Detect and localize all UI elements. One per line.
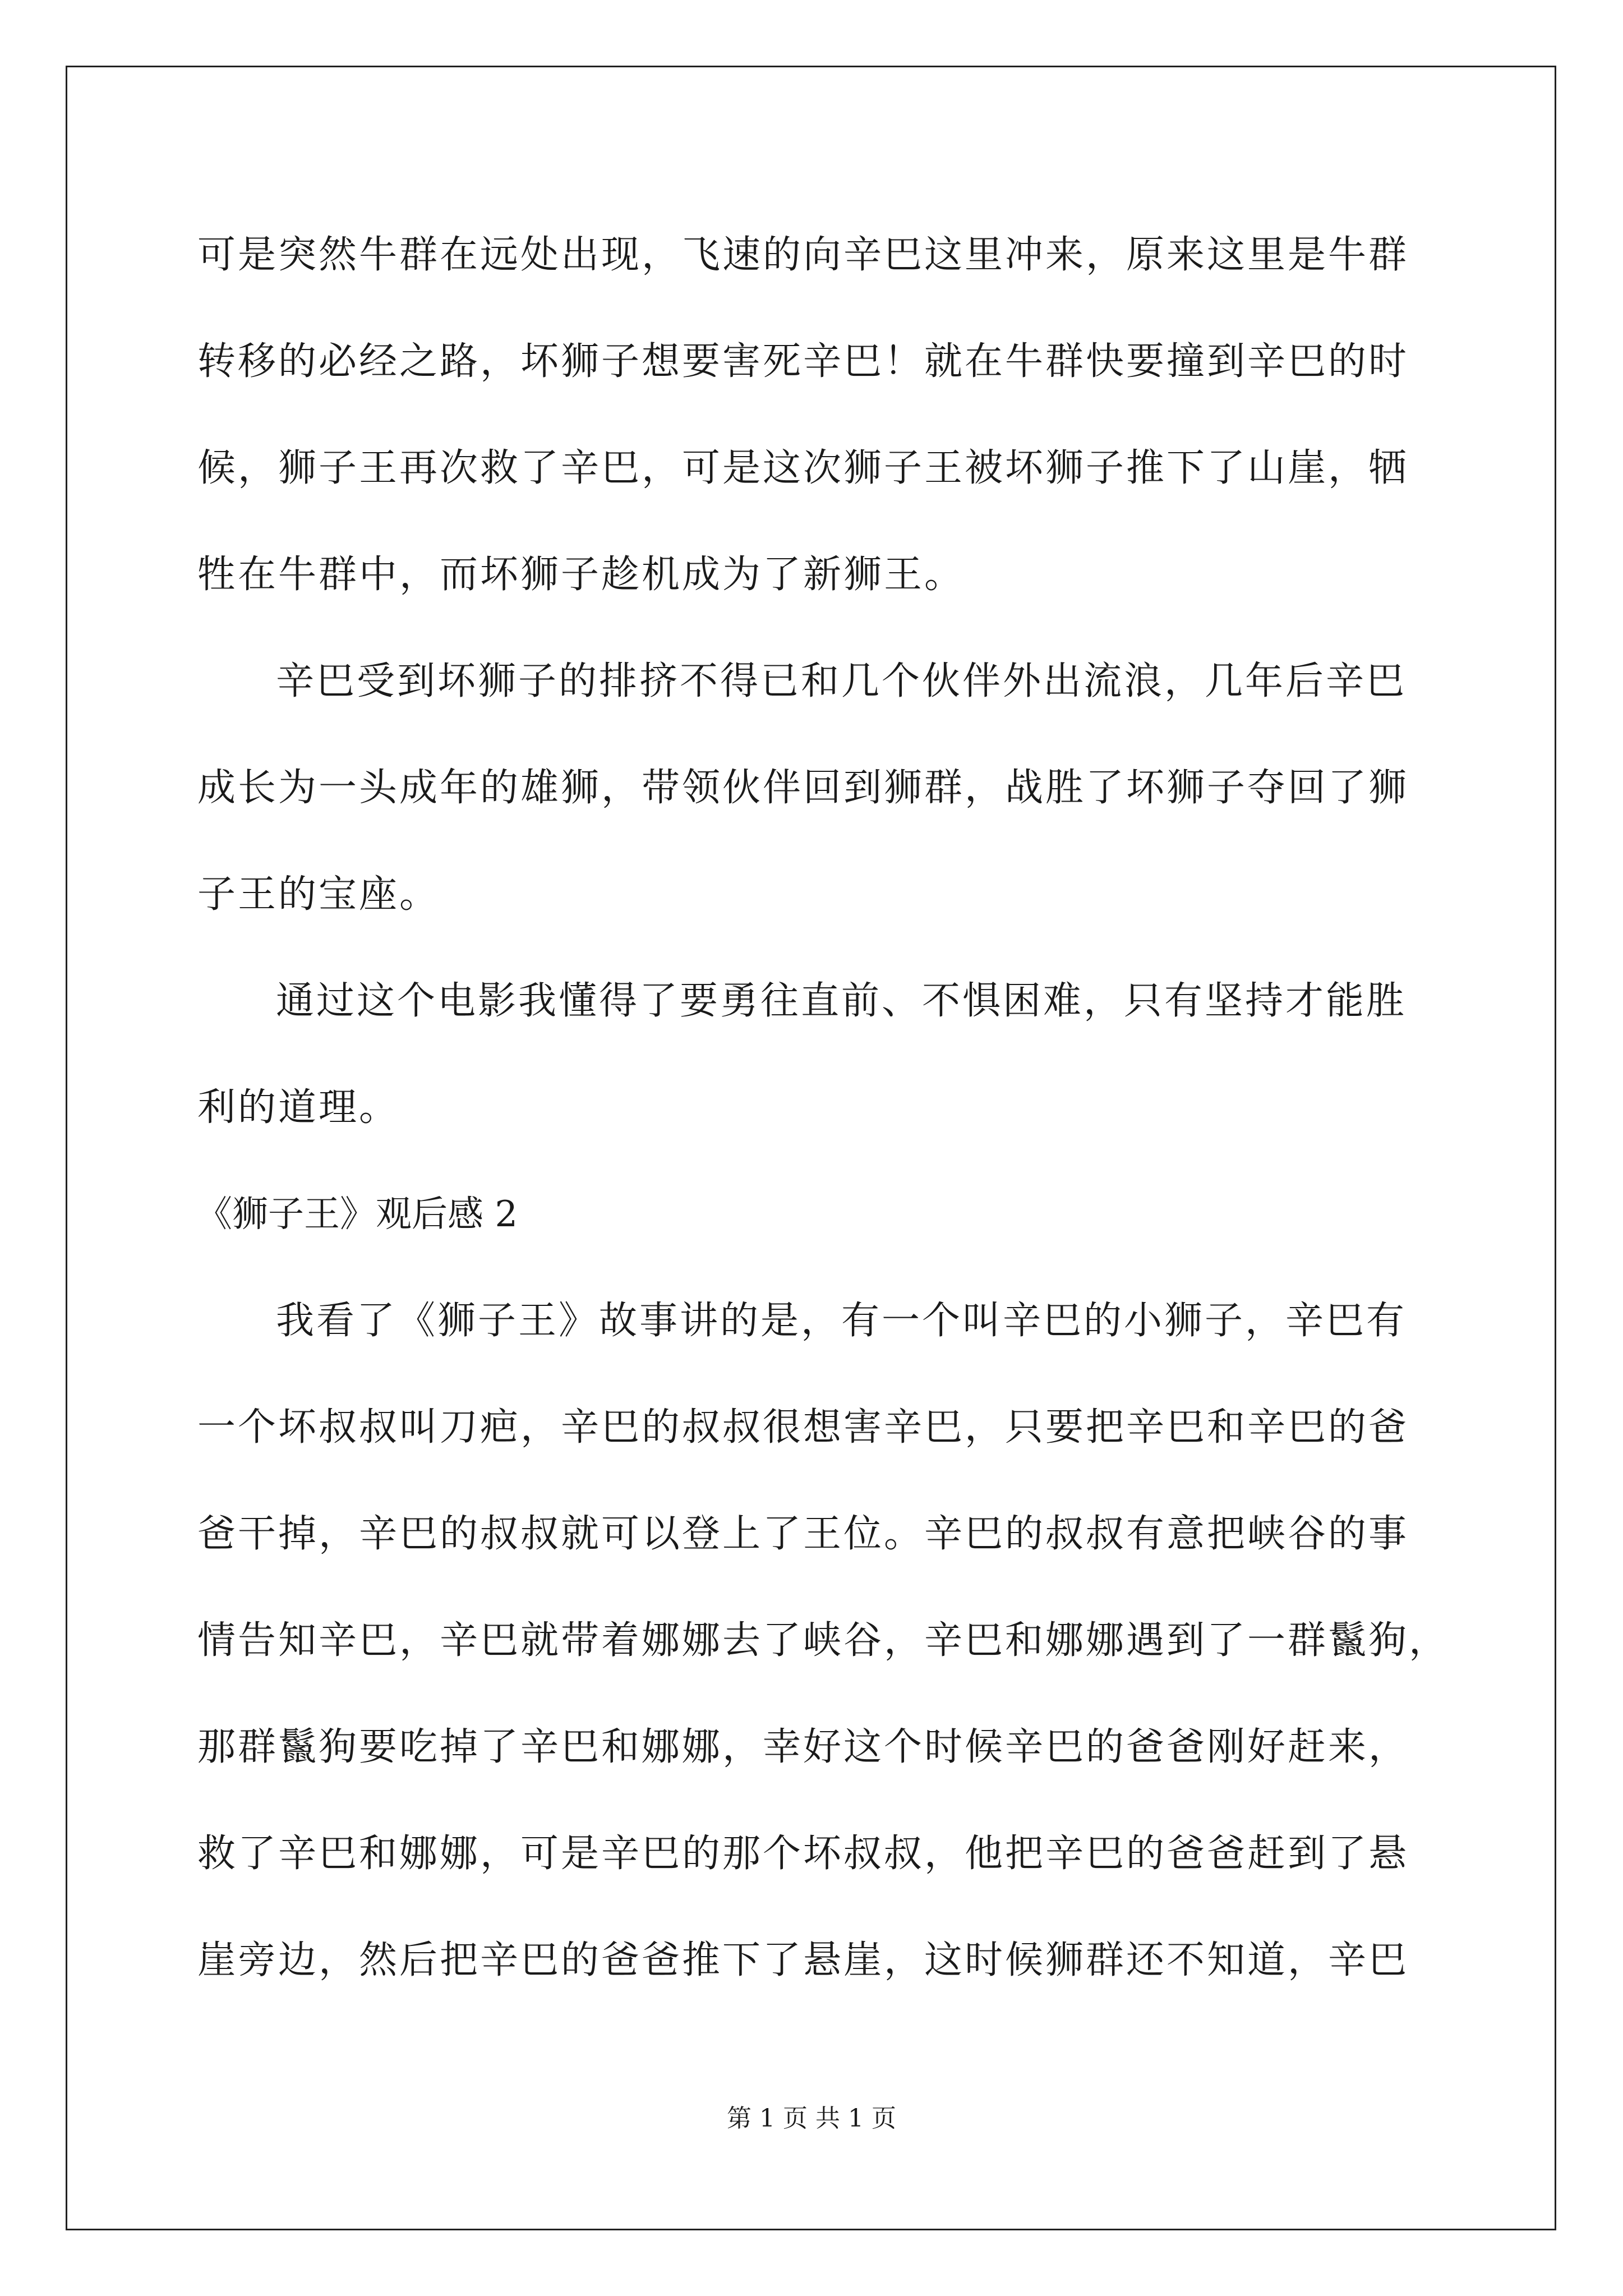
text-line: 通过这个电影我懂得了要勇往直前、不惧困难，只有坚持才能胜 — [276, 979, 1407, 1023]
text-line: 子王的宝座。 — [197, 872, 440, 917]
text-line: 崖旁边，然后把辛巴的爸爸推下了悬崖，这时候狮群还不知道，辛巴 — [197, 1938, 1409, 1982]
text-line: 利的道理。 — [197, 1085, 400, 1130]
text-line: 候，狮子王再次救了辛巴，可是这次狮子王被坏狮子推下了山崖，牺 — [197, 446, 1409, 490]
paragraph-1 — [197, 202, 1431, 628]
page-footer: 第 1 页 共 1 页 — [727, 2104, 896, 2133]
text-line: 那群鬣狗要吃掉了辛巴和娜娜，幸好这个时候辛巴的爸爸刚好赶来， — [197, 1725, 1409, 1769]
text-line: 爸干掉，辛巴的叔叔就可以登上了王位。辛巴的叔叔有意把峡谷的事 — [197, 1512, 1409, 1556]
text-line: 牲在牛群中，而坏狮子趁机成为了新狮王。 — [197, 553, 965, 597]
text-line: 一个坏叔叔叫刀疤，辛巴的叔叔很想害辛巴，只要把辛巴和辛巴的爸 — [197, 1405, 1409, 1450]
paragraph-3 — [197, 948, 1431, 1161]
text-line: 可是突然牛群在远处出现，飞速的向辛巴这里冲来，原来这里是牛群 — [197, 233, 1409, 277]
text-line: 我看了《狮子王》故事讲的是，有一个叫辛巴的小狮子，辛巴有 — [276, 1299, 1407, 1343]
text-line: 情告知辛巴，辛巴就带着娜娜去了峡谷，辛巴和娜娜遇到了一群鬣狗， — [197, 1618, 1450, 1663]
paragraph-2 — [197, 628, 1431, 948]
section-heading: 《狮子王》观后感 2 — [196, 1194, 518, 1235]
paragraph-4 — [197, 1268, 1450, 2014]
text-line: 成长为一头成年的雄狮，带领伙伴回到狮群，战胜了坏狮子夺回了狮 — [197, 766, 1409, 810]
text-line: 辛巴受到坏狮子的排挤不得已和几个伙伴外出流浪，几年后辛巴 — [276, 659, 1407, 703]
document-body — [196, 202, 1450, 2014]
text-line: 救了辛巴和娜娜，可是辛巴的那个坏叔叔，他把辛巴的爸爸赶到了悬 — [197, 1832, 1409, 1876]
text-line: 转移的必经之路，坏狮子想要害死辛巴！就在牛群快要撞到辛巴的时 — [197, 339, 1409, 384]
